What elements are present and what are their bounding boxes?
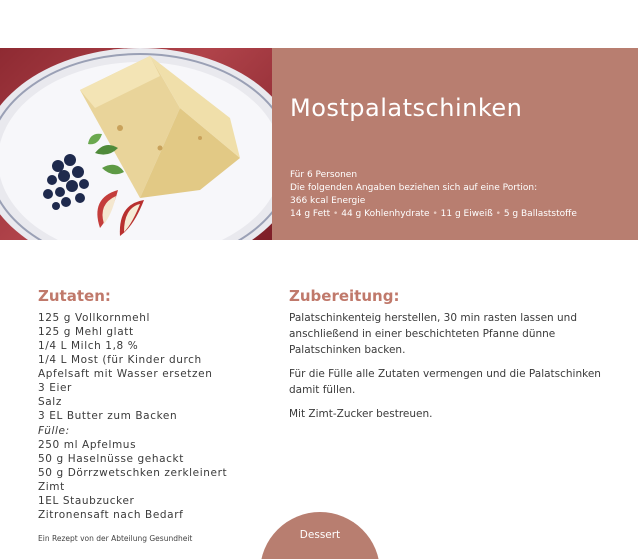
nutrient-protein: 11 g Eiweiß	[440, 209, 493, 219]
ingredients-heading: Zutaten:	[38, 287, 111, 305]
separator: •	[495, 209, 501, 219]
ingredient-item: 125 g Mehl glatt	[38, 326, 134, 338]
ingredient-item: 125 g Vollkornmehl	[38, 312, 150, 324]
nutrient-fiber: 5 g Ballaststoffe	[503, 209, 577, 219]
nutrients-line	[290, 208, 577, 221]
nutrient-carbs: 44 g Kohlenhydrate	[341, 209, 430, 219]
footer-note: Ein Rezept von der Abteilung Gesundheit	[38, 534, 193, 543]
nutrient-fat: 14 g Fett	[290, 209, 331, 219]
ingredient-item: Apfelsaft mit Wasser ersetzen	[38, 368, 213, 380]
energy: 366 kcal Energie	[290, 196, 366, 206]
filling-item: Zimt	[38, 481, 65, 493]
filling-item: 1EL Staubzucker	[38, 495, 135, 507]
ingredients-list	[38, 311, 258, 522]
preparation-step: Mit Zimt-Zucker bestreuen.	[289, 408, 433, 420]
recipe-title: Mostpalatschinken	[290, 94, 523, 122]
preparation-heading: Zubereitung:	[289, 287, 400, 305]
separator: •	[432, 209, 438, 219]
filling-item: 250 ml Apfelmus	[38, 439, 137, 451]
header-band	[0, 48, 638, 240]
preparation-step: Palatschinkenteig herstellen, 30 min rasten lassen und anschließend in einer beschichteten Pfanne dünne Palatschinken backen.	[289, 312, 578, 356]
category-tab	[260, 512, 380, 559]
filling-heading: Fülle:	[38, 425, 70, 437]
recipe-photo	[0, 48, 272, 240]
title-panel	[272, 48, 638, 240]
ingredient-item: 1/4 L Milch 1,8 %	[38, 340, 139, 352]
preparation-steps	[289, 310, 619, 430]
ingredient-item: Salz	[38, 396, 62, 408]
category-label: Dessert	[299, 529, 341, 541]
portion-note: Die folgenden Angaben beziehen sich auf eine Portion:	[290, 183, 538, 193]
filling-item: Zitronensaft nach Bedarf	[38, 509, 184, 521]
ingredient-item: 1/4 L Most (für Kinder durch	[38, 354, 202, 366]
filling-item: 50 g Haselnüsse gehackt	[38, 453, 184, 465]
ingredient-item: 3 EL Butter zum Backen	[38, 410, 178, 422]
filling-item: 50 g Dörrzwetschken zerkleinert	[38, 467, 228, 479]
servings: Für 6 Personen	[290, 170, 358, 180]
nutrition-info	[290, 169, 577, 221]
separator: •	[333, 209, 339, 219]
ingredient-item: 3 Eier	[38, 382, 72, 394]
preparation-step: Für die Fülle alle Zutaten vermengen und die Palatschinken damit füllen.	[289, 368, 601, 396]
